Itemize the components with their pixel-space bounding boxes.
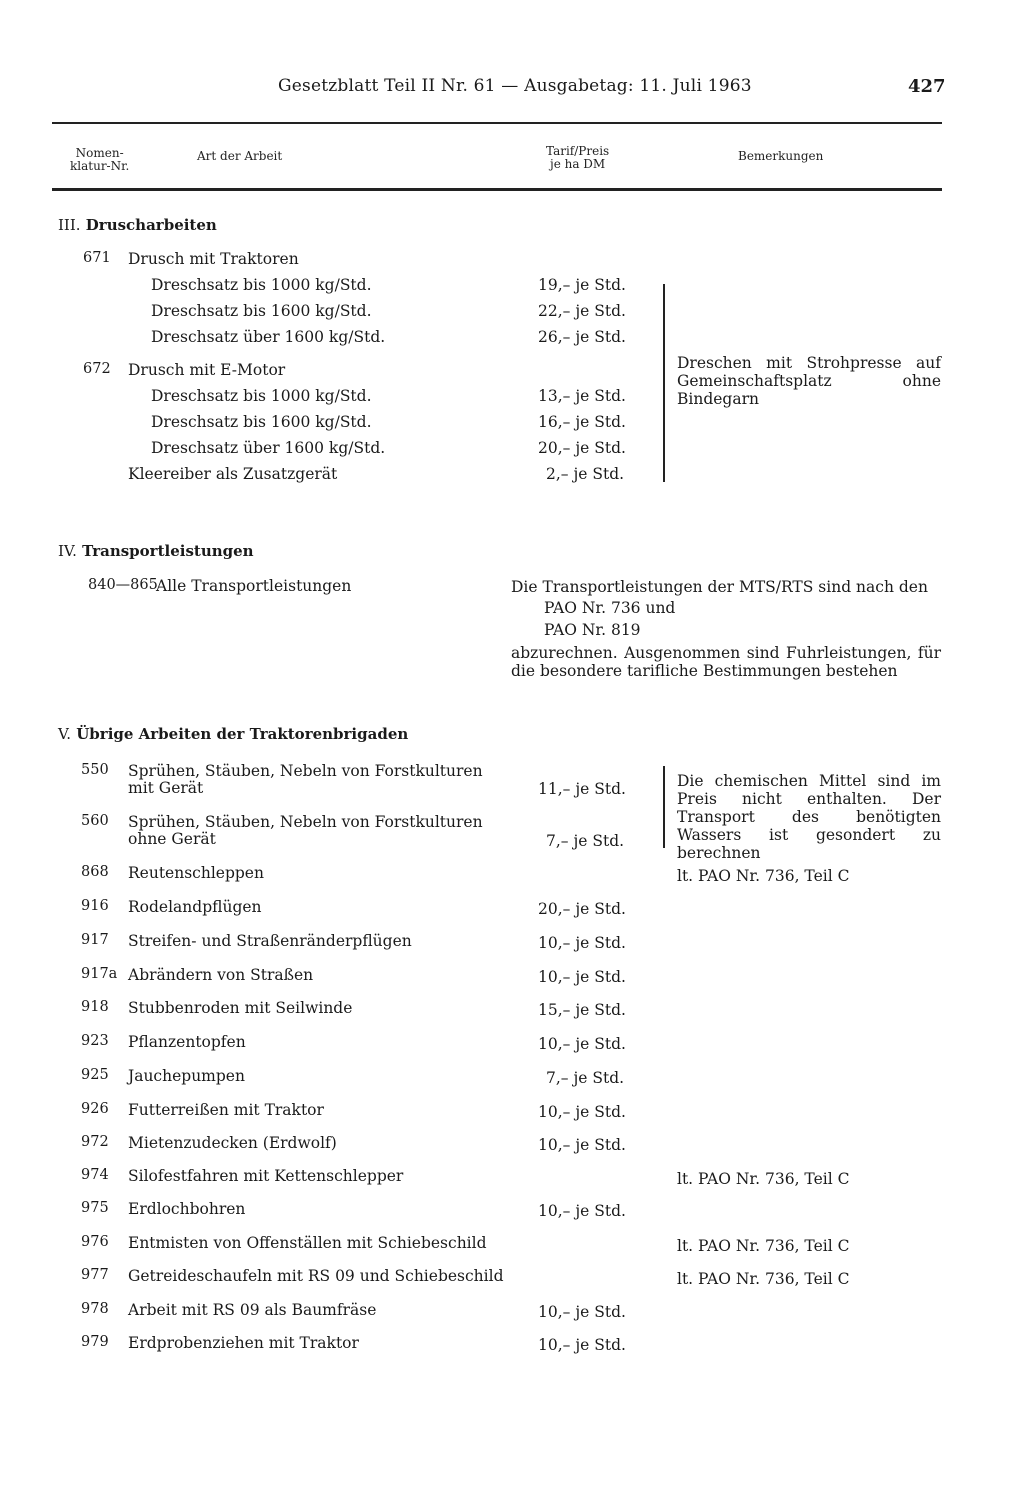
col-head-price-line1: Tarif/Preis (546, 144, 610, 158)
s5-row-5-text: Pflanzentopfen (128, 1033, 246, 1051)
s5-row-2-text: Streifen- und Straßenränderpflügen (128, 932, 412, 950)
s5-row-8-nr: 972 (81, 1134, 109, 1150)
s5-row550-nr: 550 (81, 762, 109, 778)
s3-row-3-price: 26,– je Std. (538, 328, 626, 346)
s3-row-6-price: 16,– je Std. (538, 413, 626, 431)
s5-row-2-price: 10,– je Std. (538, 934, 626, 952)
s3-row-4-nr: 672 (83, 361, 111, 377)
s4-remark-line3: PAO Nr. 819 (544, 621, 641, 639)
s5-row-3-text: Abrändern von Straßen (128, 966, 314, 984)
s5-row-6-price: 7,– je Std. (546, 1069, 625, 1087)
section-5-heading (58, 725, 408, 743)
s5-row-4-price: 15,– je Std. (538, 1001, 626, 1019)
s5-row-7-price: 10,– je Std. (538, 1103, 626, 1121)
s5-row-10-price: 10,– je Std. (538, 1202, 626, 1220)
s5-row-1-text: Rodelandpflügen (128, 898, 262, 916)
s5-row-12-text: Getreideschaufeln mit RS 09 und Schiebeschild (128, 1267, 504, 1285)
s3-row-3-text: Dreschsatz über 1600 kg/Std. (151, 328, 386, 346)
s5-row-13-nr: 978 (81, 1301, 109, 1317)
section-4-roman: IV. (58, 542, 77, 560)
s5-row-5-price: 10,– je Std. (538, 1035, 626, 1053)
s5-row-1-price: 20,– je Std. (538, 900, 626, 918)
s3-row-8-price: 2,– je Std. (546, 465, 625, 483)
col-head-nr-line2: klatur-Nr. (70, 159, 130, 173)
s5-row-9-text: Silofestfahren mit Kettenschlepper (128, 1167, 404, 1185)
s3-row-2-text: Dreschsatz bis 1600 kg/Std. (151, 302, 372, 320)
s5-row-2-nr: 917 (81, 932, 109, 948)
col-head-art: Art der Arbeit (197, 149, 283, 163)
s5-row-11-text: Entmisten von Offenställen mit Schiebeschild (128, 1234, 487, 1252)
s5-row-7-text: Futterreißen mit Traktor (128, 1101, 324, 1119)
s3-row-5-text: Dreschsatz bis 1000 kg/Std. (151, 387, 372, 405)
s3-row-1-text: Dreschsatz bis 1000 kg/Std. (151, 276, 372, 294)
s5-row-13-text: Arbeit mit RS 09 als Baumfräse (128, 1301, 377, 1319)
col-head-remarks: Bemerkungen (738, 149, 824, 163)
s5-row-7-nr: 926 (81, 1101, 109, 1117)
s3-row-1-price: 19,– je Std. (538, 276, 626, 294)
s5-row-12-nr: 977 (81, 1267, 109, 1283)
section-3-brace (663, 284, 665, 482)
s5-row-3-nr: 917a (81, 966, 118, 982)
s5-row560-text2: ohne Gerät (128, 830, 216, 848)
s3-row-5-price: 13,– je Std. (538, 387, 626, 405)
s5-row550-price: 11,– je Std. (538, 780, 626, 798)
s5-row-10-nr: 975 (81, 1200, 109, 1216)
s3-row-0-text: Drusch mit Traktoren (128, 250, 299, 268)
s4-remark-line2: PAO Nr. 736 und (544, 599, 676, 617)
s3-row-8-text: Kleereiber als Zusatzgerät (128, 465, 338, 483)
page-header-title: Gesetzblatt Teil II Nr. 61 — Ausgabetag: 11. Juli 1963 (278, 76, 752, 96)
page-number: 427 (908, 76, 946, 97)
s5-row-5-nr: 923 (81, 1033, 109, 1049)
s3-row-4-text: Drusch mit E-Motor (128, 361, 286, 379)
s5-row-14-price: 10,– je Std. (538, 1336, 626, 1354)
s3-row-7-price: 20,– je Std. (538, 439, 626, 457)
s5-row550-text2: mit Gerät (128, 779, 204, 797)
s5-row-4-text: Stubbenroden mit Seilwinde (128, 999, 353, 1017)
s3-row-0-nr: 671 (83, 250, 111, 266)
s5-row550-text1: Sprühen, Stäuben, Nebeln von Forstkulturen (128, 762, 483, 780)
s5-row-11-remark: lt. PAO Nr. 736, Teil C (677, 1237, 850, 1255)
s5-row-0-remark: lt. PAO Nr. 736, Teil C (677, 867, 850, 885)
s4-text: Alle Transportleistungen (156, 577, 352, 595)
s5-row-1-nr: 916 (81, 898, 109, 914)
s4-remark-line1: Die Transportleistungen der MTS/RTS sind nach den (511, 578, 928, 596)
header-rule (52, 122, 942, 124)
section-5-roman: V. (58, 725, 71, 743)
section-3-remark: Dreschen mit Strohpresse auf Gemeinschaftsplatz ohne Bindegarn (677, 354, 941, 408)
col-head-price-line2: je ha DM (549, 157, 606, 171)
s5-row-8-text: Mietenzudecken (Erdwolf) (128, 1134, 337, 1152)
section-4-heading (58, 542, 254, 560)
column-header-rule (52, 188, 942, 191)
s5-row-14-text: Erdprobenziehen mit Traktor (128, 1334, 359, 1352)
s3-row-2-price: 22,– je Std. (538, 302, 626, 320)
s3-row-6-text: Dreschsatz bis 1600 kg/Std. (151, 413, 372, 431)
col-head-price (546, 145, 609, 171)
section-3-roman: III. (58, 216, 81, 234)
s5-row-4-nr: 918 (81, 999, 109, 1015)
s5-row-6-text: Jauchepumpen (128, 1067, 245, 1085)
s5-row560-nr: 560 (81, 813, 109, 829)
s5-row-3-price: 10,– je Std. (538, 968, 626, 986)
s3-row-7-text: Dreschsatz über 1600 kg/Std. (151, 439, 386, 457)
s5-row-10-text: Erdlochbohren (128, 1200, 246, 1218)
s5-row-6-nr: 925 (81, 1067, 109, 1083)
s4-remark-line4: abzurechnen. Ausgenommen sind Fuhrleistungen, für die besondere tarifliche Bestimmungen bestehen (511, 644, 941, 680)
s5-row-0-text: Reutenschleppen (128, 864, 264, 882)
col-head-nr (70, 147, 129, 173)
s5-row-8-price: 10,– je Std. (538, 1136, 626, 1154)
s4-nr: 840—865 (88, 577, 158, 593)
section-5-chem-remark: Die chemischen Mittel sind im Preis nicht enthalten. Der Transport des benötigten Wassers ist gesondert zu berechnen (677, 772, 941, 862)
section-5-brace (663, 766, 665, 848)
col-head-nr-line1: Nomen- (75, 146, 124, 160)
s5-row-0-nr: 868 (81, 864, 109, 880)
s5-row-14-nr: 979 (81, 1334, 109, 1350)
s5-row-12-remark: lt. PAO Nr. 736, Teil C (677, 1270, 850, 1288)
section-3-title: Druscharbeiten (85, 216, 217, 234)
section-5-title: Übrige Arbeiten der Traktorenbrigaden (76, 725, 409, 743)
s5-row-9-nr: 974 (81, 1167, 109, 1183)
s5-row-13-price: 10,– je Std. (538, 1303, 626, 1321)
section-3-heading (58, 216, 217, 234)
s5-row-9-remark: lt. PAO Nr. 736, Teil C (677, 1170, 850, 1188)
s5-row560-text1: Sprühen, Stäuben, Nebeln von Forstkulturen (128, 813, 483, 831)
s5-row-11-nr: 976 (81, 1234, 109, 1250)
s5-row560-price: 7,– je Std. (546, 832, 625, 850)
section-4-title: Transportleistungen (82, 542, 254, 560)
